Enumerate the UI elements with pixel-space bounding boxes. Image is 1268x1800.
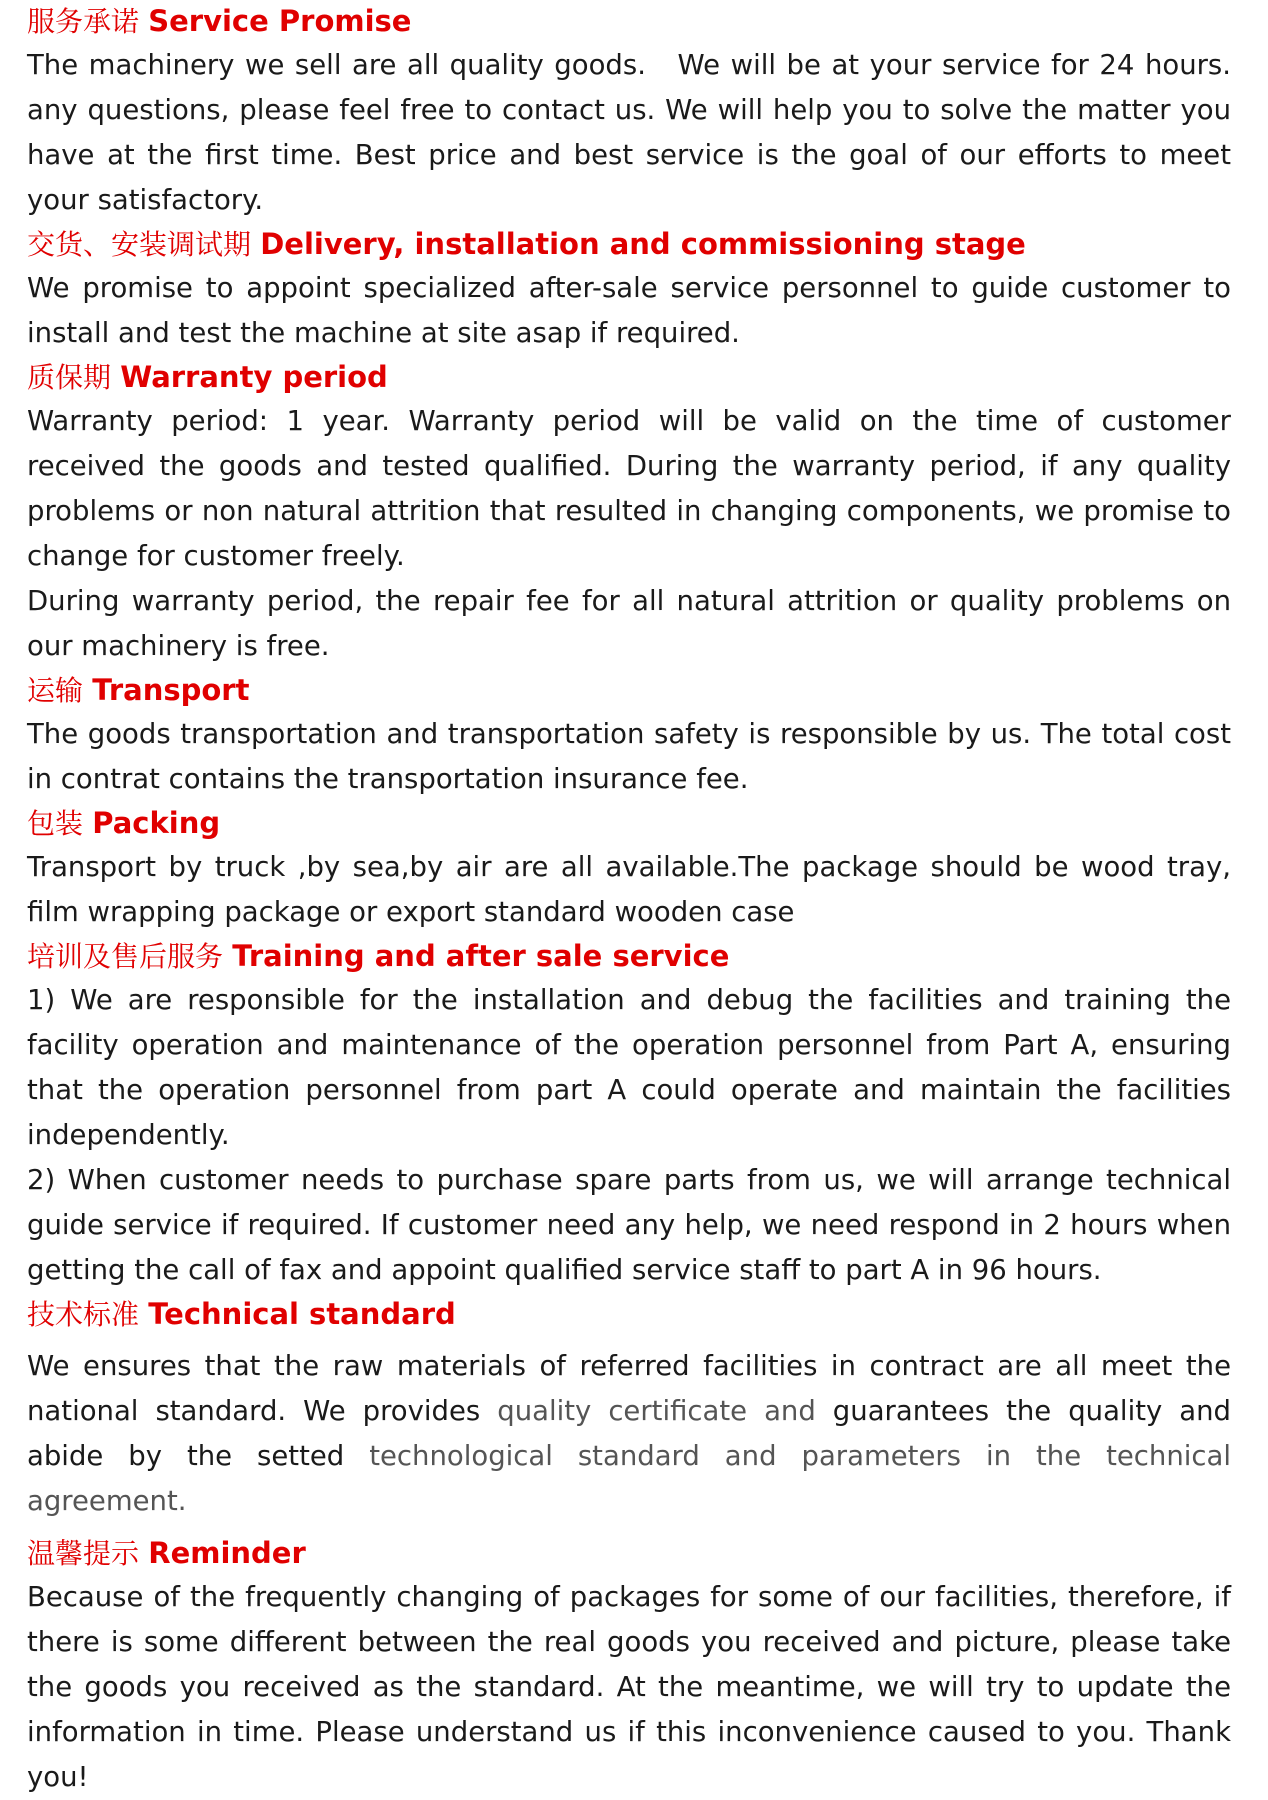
heading-en: Reminder: [148, 1536, 306, 1570]
paragraph-warranty-1: Warranty period: 1 year. Warranty period will be valid on the time of customer received the goods and tested qualified. During the warranty period, if any quality problems or non natural attrition that resulted in changing components, we promise to change for customer freely.: [27, 405, 1231, 572]
paragraph-delivery: We promise to appoint specialized after-sale service personnel to guide customer to install and test the machine at site asap if required.: [27, 272, 1231, 349]
paragraph-warranty-2: During warranty period, the repair fee for all natural attrition or quality problems on our machinery is free.: [27, 585, 1231, 662]
heading-en: Warranty period: [120, 360, 388, 394]
section-heading-transport: [27, 669, 1231, 712]
heading-cn: 包装: [27, 807, 84, 840]
heading-cn: 技术标准: [27, 1298, 140, 1331]
paragraph-reminder: Because of the frequently changing of packages for some of our facilities, therefore, if there is some different between the real goods you received and picture, please take the goods you received as the standard. At the meantime, we will try to update the information in time. Please understand us if this inconvenience caused to you. Thank you!: [27, 1581, 1231, 1793]
heading-en: Transport: [92, 673, 250, 707]
heading-cn: 服务承诺: [27, 5, 140, 38]
paragraph-service-promise: The machinery we sell are all quality goods. We will be at your service for 24 hours. any questions, please feel free to contact us. We will help you to solve the matter you have at the first time. Best price and best service is the goal of our efforts to meet your satisfactory.: [27, 49, 1240, 216]
section-heading-warranty: [27, 356, 1231, 399]
paragraph-training-1: 1) We are responsible for the installation and debug the facilities and training the facility operation and maintenance of the operation personnel from Part A, ensuring that the operation personnel from part A could operate and maintain the facilities independently.: [27, 984, 1231, 1151]
section-heading-technical-standard: [27, 1293, 1231, 1336]
heading-en: Technical standard: [148, 1297, 456, 1331]
heading-cn: 培训及售后服务: [27, 940, 224, 973]
section-heading-reminder: [27, 1532, 1231, 1575]
tech-text-4: technological standard and parameters in the technical agreement.: [27, 1440, 1232, 1517]
heading-en: Service Promise: [148, 4, 412, 38]
heading-cn: 运输: [27, 674, 84, 707]
section-heading-delivery: [27, 223, 1231, 266]
tech-text-2: quality certificate and: [497, 1395, 816, 1427]
tech-text-1: We ensures that the raw materials of referred facilities in contract are all meet the national standard. We provides: [27, 1350, 1240, 1427]
document-page: [27, 0, 1240, 1800]
heading-en: Training and after sale service: [232, 939, 730, 973]
heading-cn: 质保期: [27, 361, 112, 394]
paragraph-transport: The goods transportation and transportation safety is responsible by us. The total cost in contrat contains the transportation insurance fee.: [27, 718, 1231, 795]
section-heading-service-promise: [27, 0, 1231, 43]
paragraph-packing: Transport by truck ,by sea,by air are all available.The package should be wood tray, film wrapping package or export standard wooden case: [27, 851, 1231, 928]
heading-cn: 交货、安装调试期: [27, 228, 252, 261]
paragraph-technical-standard: [27, 1344, 1240, 1524]
heading-en: Packing: [92, 806, 221, 840]
heading-cn: 温馨提示: [27, 1537, 140, 1570]
heading-en: Delivery, installation and commissioning stage: [260, 227, 1026, 261]
section-heading-packing: [27, 802, 1231, 845]
paragraph-training-2: 2) When customer needs to purchase spare parts from us, we will arrange technical guide service if required. If customer need any help, we need respond in 2 hours when getting the call of fax and appoint qualified service staff to part A in 96 hours.: [27, 1164, 1231, 1286]
tech-text-3: guarantees the quality and abide by the setted: [27, 1395, 1240, 1472]
section-heading-training: [27, 935, 1231, 978]
